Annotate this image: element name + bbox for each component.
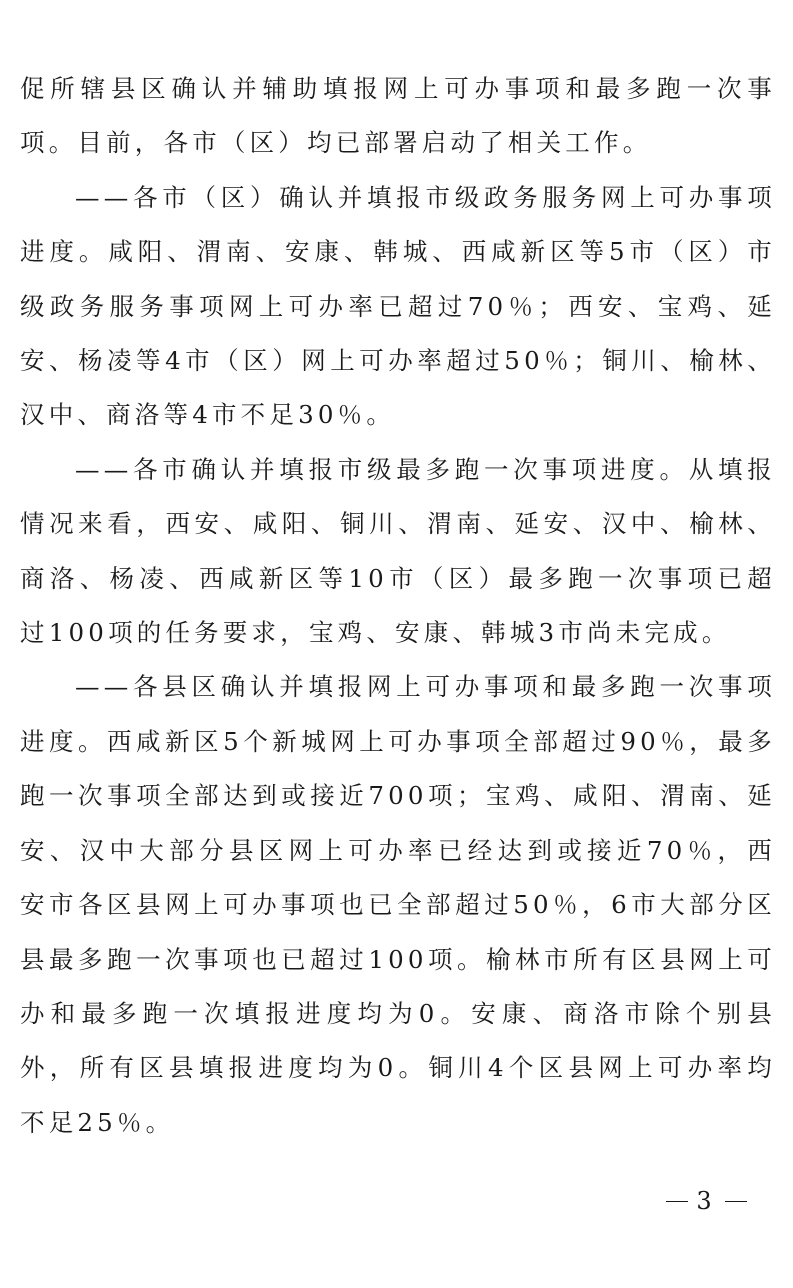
paragraph-city-online-progress: ——各市（区）确认并填报市级政务服务网上可办事项进度。咸阳、渭南、安康、韩城、西咸新区等5市（区）市级政务服务事项网上可办率已超过70％；西安、宝鸡、延安、杨凌等4市（区）网上可办率超过50％；铜川、榆林、汉中、商洛等4市不足30％。 [20,182,776,430]
page-number [0,1184,793,1218]
page-number-dash-left [666,1201,688,1202]
paragraph-county-progress: ——各县区确认并填报网上可办事项和最多跑一次事项进度。西咸新区5个新城网上可办事项全部超过90％，最多跑一次事项全部达到或接近700项；宝鸡、咸阳、渭南、延安、汉中大部分县区网上可办率已经达到或接近70％，西安市各区县网上可办事项也已全部超过50％，6市大部分区县最多跑一次事项也已超过100项。榆林市所有区县网上可办和最多跑一次填报进度均为0。安康、商洛市除个别县外，所有区县填报进度均为0。铜川4个区县网上可办率均不足25％。 [20,672,776,1137]
paragraph-continuation: 促所辖县区确认并辅助填报网上可办事项和最多跑一次事项。目前，各市（区）均已部署启动了相关工作。 [20,74,776,158]
page-number-value: 3 [696,1187,712,1215]
body-text [20,62,776,1150]
paragraph-city-one-visit-progress: ——各市确认并填报市级最多跑一次事项进度。从填报情况来看，西安、咸阳、铜川、渭南、延安、汉中、榆林、商洛、杨凌、西咸新区等10市（区）最多跑一次事项已超过100项的任务要求，宝鸡、安康、韩城3市尚未完成。 [20,454,776,648]
page-number-dash-right [725,1201,747,1202]
